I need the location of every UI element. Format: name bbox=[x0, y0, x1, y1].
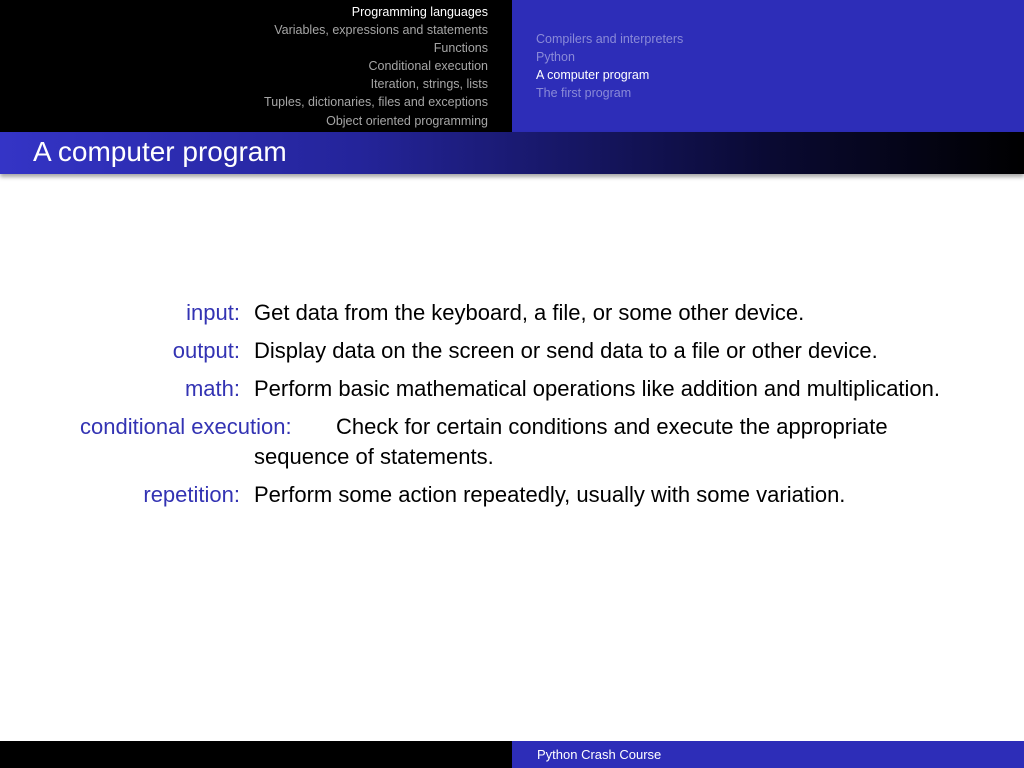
footline-bar bbox=[0, 741, 1024, 768]
nav-subsection-first-program[interactable]: The first program bbox=[536, 86, 632, 101]
description-item bbox=[0, 480, 1024, 510]
definition-input: Get data from the keyboard, a file, or some other device. bbox=[254, 300, 805, 325]
section-navigation bbox=[0, 0, 512, 132]
frame-title-bar bbox=[0, 132, 1024, 174]
footer-left-block bbox=[0, 741, 512, 768]
section-list bbox=[264, 3, 488, 130]
nav-subsection-computer-program[interactable]: A computer program bbox=[536, 68, 650, 83]
nav-subsection-python[interactable]: Python bbox=[536, 50, 575, 65]
headline-bar bbox=[0, 0, 1024, 132]
term-output: output: bbox=[172, 338, 240, 363]
slide-title: A computer program bbox=[33, 136, 287, 167]
definition-repetition: Perform some action repeatedly, usually with some variation. bbox=[254, 482, 846, 507]
subsection-list bbox=[536, 30, 683, 102]
description-item bbox=[0, 298, 1024, 328]
nav-subsection-compilers[interactable]: Compilers and interpreters bbox=[536, 32, 684, 46]
nav-section-oop[interactable]: Object oriented programming bbox=[326, 113, 488, 128]
description-item bbox=[0, 374, 1024, 404]
term-repetition: repetition: bbox=[143, 482, 240, 507]
nav-section-variables[interactable]: Variables, expressions and statements bbox=[274, 23, 488, 38]
nav-section-conditional-execution[interactable]: Conditional execution bbox=[368, 59, 488, 74]
definition-conditional-execution: Check for certain conditions and execute the appropriate sequence of statements. bbox=[254, 414, 888, 469]
definition-math: Perform basic mathematical operations like addition and multiplication. bbox=[254, 376, 941, 401]
term-math: math: bbox=[184, 376, 240, 401]
subsection-navigation bbox=[512, 0, 1024, 132]
nav-section-iteration[interactable]: Iteration, strings, lists bbox=[370, 77, 488, 92]
term-conditional-execution: conditional execution: bbox=[80, 414, 292, 439]
description-item bbox=[0, 336, 1024, 366]
footer-right-block bbox=[512, 741, 1024, 768]
footer-title: Python Crash Course bbox=[537, 747, 662, 762]
definition-output: Display data on the screen or send data to a file or other device. bbox=[254, 338, 878, 363]
term-input: input: bbox=[186, 300, 240, 325]
nav-section-tuples[interactable]: Tuples, dictionaries, files and exceptions bbox=[264, 95, 488, 110]
nav-section-functions[interactable]: Functions bbox=[433, 41, 488, 56]
nav-section-programming-languages[interactable]: Programming languages bbox=[351, 5, 488, 19]
description-list bbox=[0, 298, 1024, 518]
description-item bbox=[0, 412, 1024, 472]
